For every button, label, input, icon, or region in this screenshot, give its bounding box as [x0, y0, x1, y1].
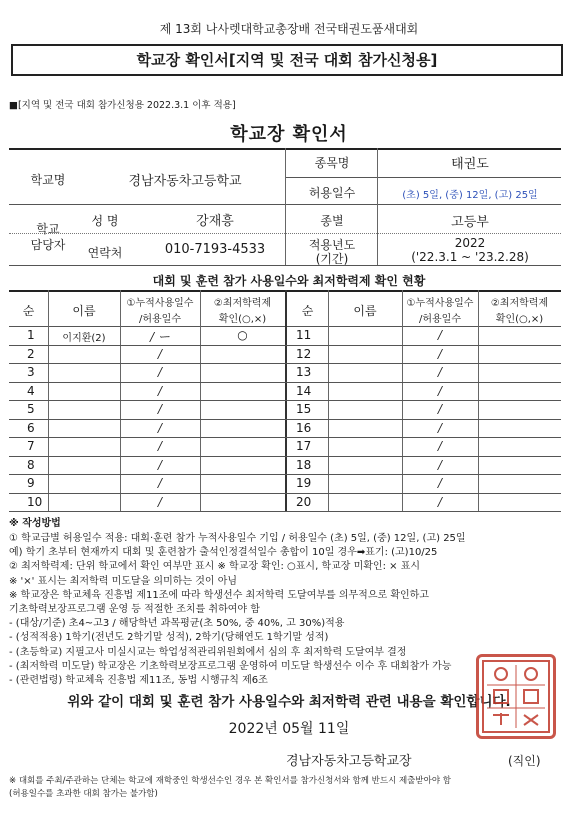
info-divider-right [285, 177, 561, 178]
row-days-right: / [437, 328, 443, 342]
note-line: 예) 학기 초부터 현재까지 대회 및 훈련참가 출석인정결석일수 총합이 10일 경우➡표기: (고)10/25 [9, 547, 438, 559]
row-no: 3 [27, 365, 35, 379]
note-line: ② 최저학력제: 단위 학교에서 확인 여부만 표시 ※ 학교장 확인: ○표시, 학교장 미확인: × 표시 [9, 561, 421, 573]
row-check: ○ [237, 328, 248, 342]
row-no-right: 14 [296, 383, 312, 398]
row-days: / [157, 365, 163, 379]
staff-name-value: 강재흥 [196, 214, 234, 229]
row-days: / [157, 420, 163, 435]
applicability-notice: ■[지역 및 전국 대회 참가신청용 2022.3.1 이후 적용] [9, 100, 236, 111]
col-header-grade-line2: 확인(○,×) [218, 314, 267, 325]
note-line: - (초등학교) 지필고사 미실시교는 학업성적관리위원회에서 심의 후 최저학력 도달여부 결정 [9, 646, 407, 658]
note-line: - (대상/기준) 초4~고3 / 해당학년 과목평균(초 50%, 중 40%, 고 30%)적용 [9, 618, 345, 630]
staff-label-line1: 학교 [36, 222, 60, 236]
footnote-line1: ※ 대회를 주최/주관하는 단체는 학교에 재학중인 학생선수인 경우 본 확인서를 참가신청서와 함께 반드시 제출받아야 함 [9, 776, 451, 786]
row-days: / [157, 494, 163, 509]
row-no: 9 [27, 476, 35, 490]
seal-icon [479, 657, 553, 736]
roster-table-bottom-border [9, 511, 561, 512]
row-no: 8 [27, 457, 35, 472]
row-no-right: 16 [296, 420, 312, 435]
row-divider [9, 456, 561, 457]
category-value: 고등부 [451, 215, 489, 230]
row-no: 4 [27, 383, 35, 398]
col-header-no-right: 순 [301, 304, 314, 318]
row-no-right: 20 [296, 494, 312, 509]
row-divider [9, 400, 561, 401]
row-no-right: 19 [296, 476, 312, 490]
period-year: 2022 [454, 236, 486, 250]
row-no: 5 [27, 402, 35, 416]
seal-mark-label: (직인) [508, 754, 541, 768]
row-days: / [157, 383, 163, 398]
row-no-right: 13 [296, 365, 312, 379]
row-no-right: 12 [296, 346, 312, 361]
contact-label: 연락처 [87, 246, 123, 260]
row-days-right: / [437, 402, 443, 416]
category-label: 종별 [320, 214, 344, 228]
note-line: - (최저학력 미도달) 학교장은 기초학력보장프로그램 운영하여 미도달 학생선수 이수 후 대회참가 가능 [9, 660, 452, 672]
allowed-days-value: (초) 5일, (중) 12일, (고) 25일 [402, 190, 538, 201]
row-no-right: 17 [296, 439, 312, 453]
col-header-days-line2: /허용일수 [138, 314, 181, 325]
staff-label-line2: 담당자 [30, 238, 66, 252]
row-days: / [157, 439, 163, 453]
confirmation-statement: 위와 같이 대회 및 훈련 참가 사용일수와 최저학력 관련 내용을 확인합니다. [67, 694, 511, 710]
row-days-right: / [437, 494, 443, 509]
info-table-bottom-border [9, 265, 561, 266]
row-no-right: 18 [296, 457, 312, 472]
staff-name-label: 성 명 [91, 214, 119, 228]
table-section-title: 대회 및 훈련 참가 사용일수와 최저학력제 확인 현황 [152, 274, 426, 288]
col-header-no: 순 [22, 304, 35, 318]
col-header-days-right-line2: /허용일수 [418, 314, 461, 325]
row-divider [9, 474, 561, 475]
note-line: ※ '×' 표시는 최저학력 미도달을 의미하는 것이 아님 [9, 575, 238, 587]
col-header-days-line1: ①누적사용일수 [126, 298, 194, 309]
col-header-name-right: 이름 [353, 304, 377, 318]
row-divider [9, 345, 561, 346]
event-title: 제 13회 나사렛대학교총장배 전국태권도품새대회 [159, 22, 419, 36]
row-days: / [157, 476, 163, 490]
row-days-right: / [437, 420, 443, 435]
col-header-name: 이름 [72, 304, 96, 318]
school-name-label: 학교명 [30, 173, 66, 187]
period-label-line1: 적용년도 [308, 238, 356, 252]
row-days: / [157, 402, 163, 416]
row-days: / [157, 457, 163, 472]
note-line: ※ 학교장은 학교체육 진흥법 제11조에 따라 학생선수 최저학력 도달여부를 의무적으로 확인하고 [9, 589, 429, 601]
info-vertical-divider-2 [377, 148, 378, 265]
col-header-grade-right-line1: ②최저학력제 [490, 298, 549, 309]
row-no: 2 [27, 346, 35, 361]
row-days-right: / [437, 346, 443, 361]
form-title-box: 학교장 확인서[지역 및 전국 대회 참가신청용] [11, 44, 563, 76]
sport-value: 태권도 [451, 157, 489, 172]
row-name: 이지환(2) [62, 333, 106, 344]
row-days-right: / [437, 476, 443, 490]
col-header-days-right-line1: ①누적사용일수 [406, 298, 474, 309]
note-line: ① 학교급별 허용일수 적용: 대회·훈련 참가 누적사용일수 기입 / 허용일수 (초) 5일, (중) 12일, (고) 25일 [9, 533, 466, 544]
row-no-right: 15 [296, 402, 312, 416]
note-line: 기초학력보장프로그램 운영 등 적절한 조치를 취하여야 함 [9, 604, 260, 615]
sport-label: 종목명 [314, 156, 350, 170]
note-line: - (관련법령) 학교체육 진흥법 제11조, 동법 시행규칙 제6조 [9, 675, 268, 686]
row-days-right: / [437, 439, 443, 453]
main-title: 학교장 확인서 [230, 124, 348, 145]
principal-signature-line: 경남자동차고등학교장 [286, 754, 412, 769]
contact-value: 010-7193-4533 [164, 242, 266, 257]
school-seal-stamp [476, 654, 556, 739]
row-divider [9, 363, 561, 364]
row-days: / [157, 346, 163, 361]
row-days-right: / [437, 383, 443, 398]
info-vertical-divider [285, 148, 286, 265]
row-no: 7 [27, 439, 35, 453]
notes-title: ※ 작성방법 [9, 518, 61, 529]
school-name-value: 경남자동차고등학교 [128, 174, 242, 189]
col-header-grade-line1: ②최저학력제 [213, 298, 272, 309]
row-divider [9, 419, 561, 420]
col-header-grade-right-line2: 확인(○,×) [495, 314, 544, 325]
row-days-right: / [437, 365, 443, 379]
footnote-line2: (허용일수를 초과한 대회 참가는 불가함) [9, 789, 158, 799]
row-no: 6 [27, 420, 35, 435]
row-divider [9, 382, 561, 383]
row-no: 10 [27, 494, 43, 509]
issue-date: 2022년 05월 11일 [228, 721, 350, 737]
allowed-days-label: 허용일수 [308, 186, 356, 200]
row-no-right: 11 [296, 328, 312, 342]
period-label-line2: (기간) [315, 252, 349, 266]
period-range: ('22.3.1 ~ '23.2.28) [411, 250, 529, 264]
row-days-right: / [437, 457, 443, 472]
row-no: 1 [27, 328, 35, 342]
row-divider [9, 437, 561, 438]
row-divider [9, 493, 561, 494]
note-line: - (성적적용) 1학기(전년도 2학기말 성적), 2학기(당해연도 1학기말 성적) [9, 632, 329, 644]
row-days: / ー [150, 330, 170, 344]
